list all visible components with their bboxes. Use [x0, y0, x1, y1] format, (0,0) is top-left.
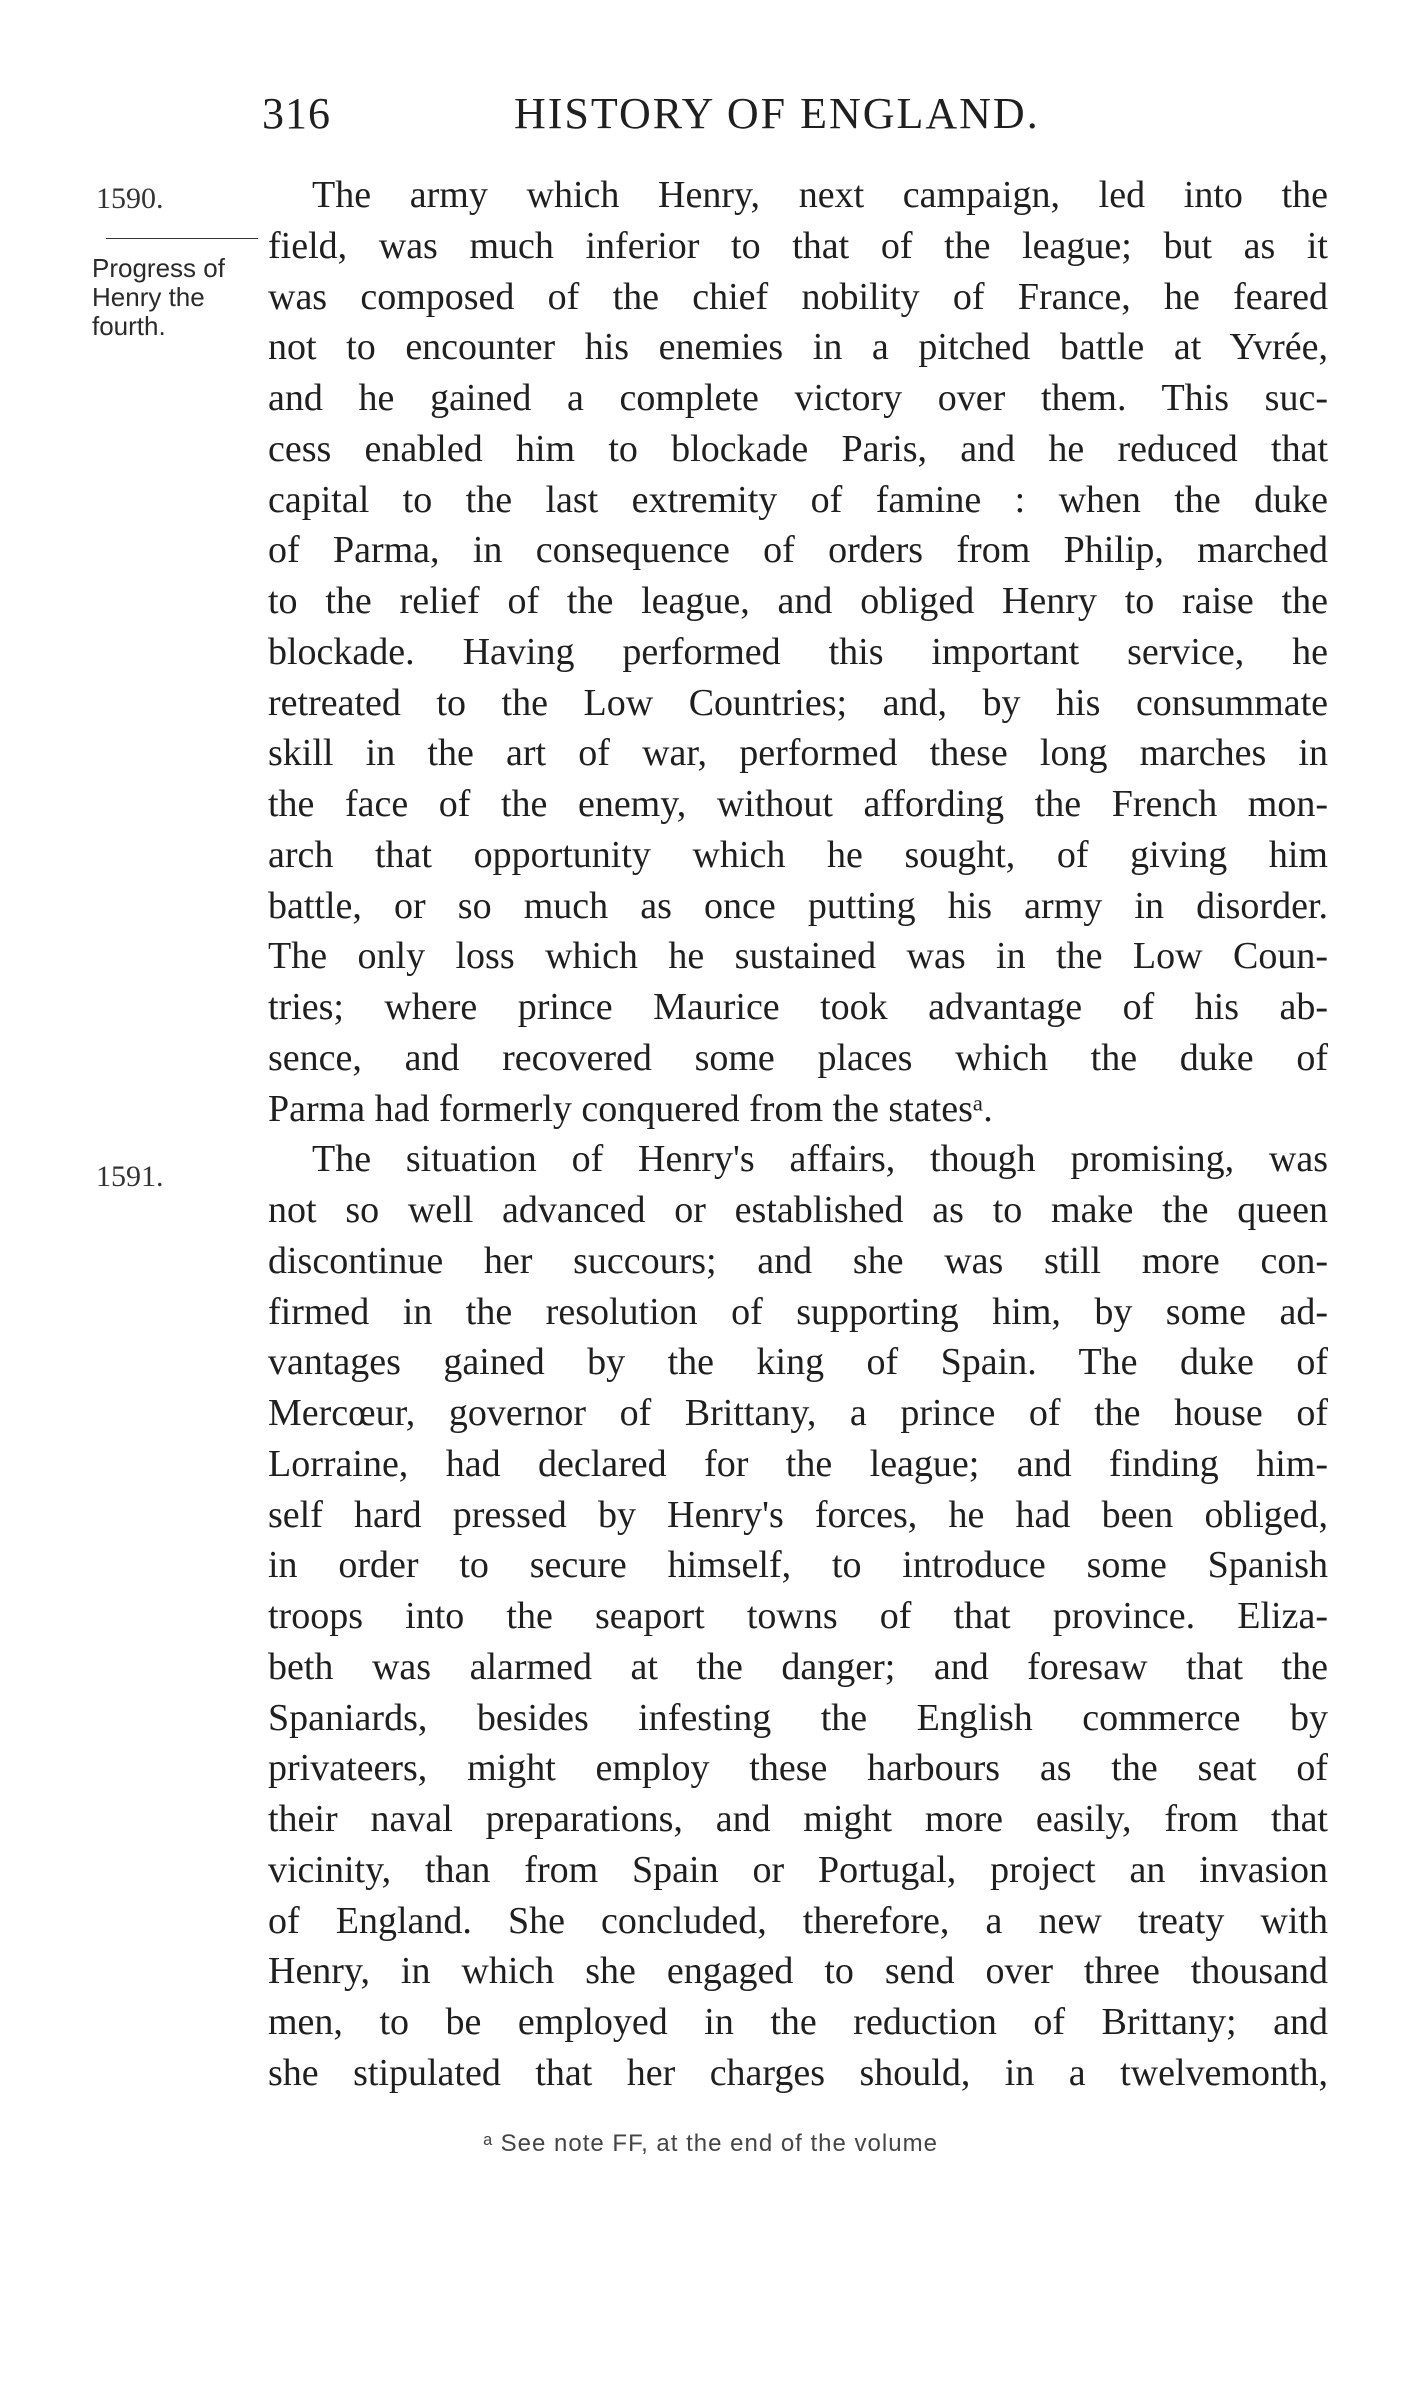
sidenote: [92, 254, 262, 341]
body-line: beth was alarmed at the danger; and foresaw that the: [268, 1645, 1328, 1688]
body-text: [268, 170, 1328, 2099]
body-line: skill in the art of war, performed these long marches in: [268, 732, 1328, 775]
body-line: their naval preparations, and might more easily, from that: [268, 1798, 1328, 1840]
sidenote-line: fourth.: [92, 311, 166, 341]
body-line: and he gained a complete victory over them. This suc-: [268, 377, 1328, 419]
body-line: troops into the seaport towns of that province. Eliza-: [268, 1595, 1328, 1637]
margin-rule: [106, 238, 258, 239]
body-line: tries; where prince Maurice took advantage of his ab-: [268, 986, 1328, 1028]
body-line: field, was much inferior to that of the league; but as it: [268, 224, 1328, 267]
body-line: Lorraine, had declared for the league; and finding him-: [268, 1442, 1328, 1485]
page-number: 316: [262, 89, 331, 138]
body-line: arch that opportunity which he sought, of giving him: [268, 833, 1328, 876]
sidenote-line: Progress of: [92, 253, 225, 283]
body-line: self hard pressed by Henry's forces, he had been obliged,: [268, 1493, 1328, 1536]
body-line: firmed in the resolution of supporting him, by some ad-: [268, 1290, 1328, 1333]
body-line: Henry, in which she engaged to send over three thousand: [268, 1950, 1328, 1993]
body-line: discontinue her succours; and she was still more con-: [268, 1239, 1328, 1282]
body-line: was composed of the chief nobility of France, he feared: [268, 275, 1328, 318]
body-line: Spaniards, besides infesting the English commerce by: [268, 1696, 1328, 1739]
body-line: sence, and recovered some places which the duke of: [268, 1036, 1328, 1079]
body-line: vicinity, than from Spain or Portugal, project an invasion: [268, 1848, 1328, 1891]
body-line: blockade. Having performed this important service, he: [268, 630, 1328, 673]
running-header: [0, 88, 1421, 148]
body-line: cess enabled him to blockade Paris, and he reduced that: [268, 427, 1328, 470]
body-line: Parma had formerly conquered from the statesᵃ.: [268, 1087, 993, 1130]
body-line: not to encounter his enemies in a pitched battle at Yvrée,: [268, 326, 1328, 369]
body-line: of Parma, in consequence of orders from Philip, marched: [268, 529, 1328, 572]
body-line: The situation of Henry's affairs, though promising, was: [312, 1138, 1328, 1181]
body-line: The only loss which he sustained was in the Low Coun-: [268, 935, 1328, 978]
body-line: to the relief of the league, and obliged Henry to raise the: [268, 580, 1328, 622]
body-line: capital to the last extremity of famine : when the duke: [268, 478, 1328, 521]
body-line: vantages gained by the king of Spain. The duke of: [268, 1341, 1328, 1384]
body-line: privateers, might employ these harbours as the seat of: [268, 1747, 1328, 1790]
body-line: The army which Henry, next campaign, led into the: [312, 174, 1328, 216]
margin-year-1590: 1590.: [96, 182, 164, 215]
body-line: in order to secure himself, to introduce some Spanish: [268, 1544, 1328, 1587]
body-line: not so well advanced or established as to make the queen: [268, 1189, 1328, 1231]
footnote: ᵃ See note FF, at the end of the volume: [483, 2130, 938, 2157]
running-title: HISTORY OF ENGLAND.: [514, 89, 1040, 138]
sidenote-line: Henry the: [92, 282, 205, 312]
body-line: men, to be employed in the reduction of Brittany; and: [268, 2001, 1328, 2043]
body-line: battle, or so much as once putting his army in disorder.: [268, 884, 1328, 927]
body-line: of England. She concluded, therefore, a new treaty with: [268, 1899, 1328, 1942]
body-line: Mercœur, governor of Brittany, a prince of the house of: [268, 1392, 1328, 1434]
body-line: retreated to the Low Countries; and, by his consummate: [268, 681, 1328, 724]
margin-year-1591: 1591.: [96, 1160, 164, 1193]
body-line: the face of the enemy, without affording the French mon-: [268, 783, 1328, 825]
body-line: she stipulated that her charges should, in a twelvemonth,: [268, 2051, 1328, 2094]
